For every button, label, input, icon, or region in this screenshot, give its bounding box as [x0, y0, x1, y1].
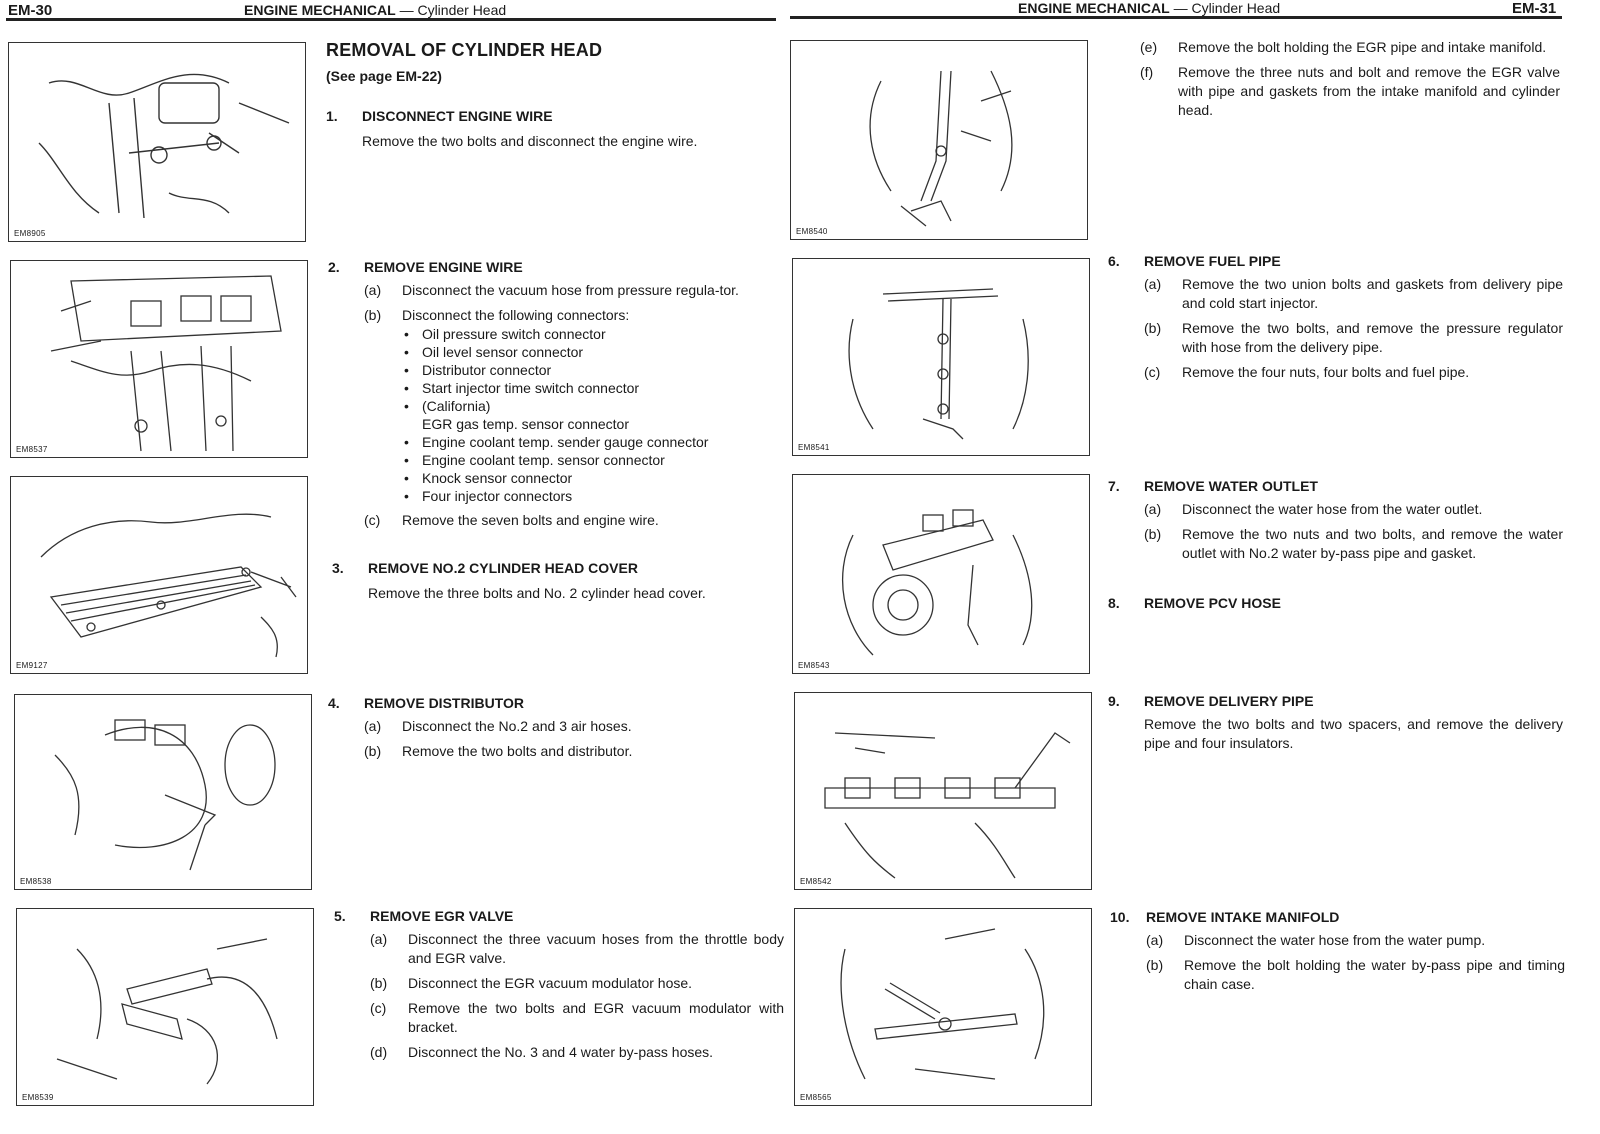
step-item: (f) Remove the three nuts and bolt and remove the EGR valve with pipe and gaskets from the intake manifold and cylinder head. — [1140, 64, 1560, 118]
engine-wire-illustration — [9, 43, 305, 241]
page-header — [1018, 0, 1280, 16]
header-section: ENGINE MECHANICAL — [1018, 0, 1170, 16]
list-item: • Engine coolant temp. sender gauge connector — [402, 433, 780, 451]
step-body — [1144, 500, 1563, 569]
step-number: 10. — [1110, 909, 1130, 925]
page-header — [244, 2, 506, 18]
header-subsection: — Cylinder Head — [399, 2, 507, 18]
figure-caption: EM8539 — [22, 1093, 54, 1102]
list-item: • Oil level sensor connector — [402, 343, 780, 361]
step-body — [1140, 38, 1560, 126]
list-item: • Oil pressure switch connector — [402, 325, 780, 343]
step-item: (d) Disconnect the No. 3 and 4 water by-pass hoses. — [370, 1044, 714, 1060]
step-item: (c) Remove the seven bolts and engine wire. — [364, 512, 659, 528]
figure-caption: EM8543 — [798, 661, 830, 670]
step-title: REMOVE NO.2 CYLINDER HEAD COVER — [368, 560, 638, 576]
egr-pipe-illustration — [791, 41, 1087, 239]
figure-caption: EM8541 — [798, 443, 830, 452]
step-number: 3. — [332, 560, 344, 576]
step-number: 7. — [1108, 478, 1120, 494]
figure-caption: EM8565 — [800, 1093, 832, 1102]
figure-caption: EM8540 — [796, 227, 828, 236]
see-page-reference: (See page EM-22) — [326, 68, 442, 84]
step-item: (b) Disconnect the EGR vacuum modulator hose. — [370, 975, 693, 991]
step-item: (b) Remove the two bolts, and remove the pressure regulator with hose from the delivery pipe. — [1144, 320, 1563, 355]
step-body — [364, 281, 780, 536]
figure-em8565 — [794, 908, 1092, 1106]
header-rule — [6, 18, 776, 21]
header-section: ENGINE MECHANICAL — [244, 2, 396, 18]
step-item: (a) Remove the two union bolts and gaskets from delivery pipe and cold start injector. — [1144, 276, 1563, 311]
step-title: REMOVE DELIVERY PIPE — [1144, 693, 1314, 709]
figure-em8540 — [790, 40, 1088, 240]
step-item: (b) Remove the bolt holding the water by-pass pipe and timing chain case. — [1146, 957, 1565, 992]
header-subsection: — Cylinder Head — [1173, 0, 1281, 16]
figure-caption: EM8538 — [20, 877, 52, 886]
figure-em8905 — [8, 42, 306, 242]
figure-caption: EM8537 — [16, 445, 48, 454]
engine-wire-connectors-illustration — [11, 261, 307, 457]
step-item: (a) Disconnect the three vacuum hoses from the throttle body and EGR valve. — [370, 931, 784, 966]
list-item: • Four injector connectors — [402, 487, 780, 505]
section-title: REMOVAL OF CYLINDER HEAD — [326, 40, 603, 60]
figure-caption: EM8542 — [800, 877, 832, 886]
head-cover-illustration — [11, 477, 307, 673]
connector-list — [364, 325, 780, 505]
step-item: (b) Remove the two bolts and distributor. — [364, 743, 633, 759]
figure-em8538 — [14, 694, 312, 890]
step-number: 1. — [326, 108, 338, 124]
list-item: • (California) — [402, 397, 780, 415]
step-item: (e) Remove the bolt holding the EGR pipe and intake manifold. — [1140, 39, 1547, 55]
figure-caption: EM8905 — [14, 229, 46, 238]
step-item: (c) Remove the four nuts, four bolts and fuel pipe. — [1144, 364, 1470, 380]
step-title: REMOVE WATER OUTLET — [1144, 478, 1318, 494]
figure-em8539 — [16, 908, 314, 1106]
figure-caption: EM9127 — [16, 661, 48, 670]
step-number: 2. — [328, 259, 340, 275]
header-rule — [790, 16, 1562, 19]
step-number: 8. — [1108, 595, 1120, 611]
step-title: REMOVE EGR VALVE — [370, 908, 514, 924]
step-body — [364, 717, 778, 767]
step-number: 5. — [334, 908, 346, 924]
step-text: Remove the two bolts and two spacers, and remove the delivery pipe and four insulators. — [1144, 716, 1563, 751]
list-item: EGR gas temp. sensor connector — [422, 416, 629, 432]
page-number: EM-30 — [8, 2, 53, 19]
step-item: (a) Disconnect the water hose from the water pump. — [1146, 932, 1486, 948]
step-body — [370, 930, 784, 1068]
step-number: 6. — [1108, 253, 1120, 269]
step-title: DISCONNECT ENGINE WIRE — [362, 108, 553, 124]
page-number: EM-31 — [1512, 0, 1557, 17]
step-item: (a) Disconnect the No.2 and 3 air hoses. — [364, 718, 632, 734]
step-item: (b) Remove the two nuts and two bolts, and remove the water outlet with No.2 water by-pass pipe and gasket. — [1144, 526, 1563, 561]
list-item: • Engine coolant temp. sensor connector — [402, 451, 780, 469]
figure-em8543 — [792, 474, 1090, 674]
water-outlet-illustration — [793, 475, 1089, 673]
step-title: REMOVE INTAKE MANIFOLD — [1146, 909, 1340, 925]
step-text: Remove the two bolts and disconnect the engine wire. — [362, 133, 698, 149]
step-title: REMOVE DISTRIBUTOR — [364, 695, 524, 711]
step-number: 9. — [1108, 693, 1120, 709]
step-item: (a) Disconnect the vacuum hose from pressure regula-tor. — [364, 282, 739, 298]
list-item: • Distributor connector — [402, 361, 780, 379]
step-item: (c) Remove the two bolts and EGR vacuum modulator with bracket. — [370, 1000, 784, 1035]
figure-em8537 — [10, 260, 308, 458]
step-item: (a) Disconnect the water hose from the water outlet. — [1144, 501, 1483, 517]
step-number: 4. — [328, 695, 340, 711]
list-item: • Knock sensor connector — [402, 469, 780, 487]
list-item: • Start injector time switch connector — [402, 379, 780, 397]
step-body — [1144, 275, 1563, 388]
figure-em8542 — [794, 692, 1092, 890]
distributor-illustration — [15, 695, 311, 889]
step-item: (b) Disconnect the following connectors: — [364, 307, 630, 323]
step-body — [1146, 931, 1565, 1000]
delivery-pipe-illustration — [795, 693, 1091, 889]
step-title: REMOVE PCV HOSE — [1144, 595, 1281, 611]
figure-em9127 — [10, 476, 308, 674]
egr-valve-illustration — [17, 909, 313, 1105]
step-text: Remove the three bolts and No. 2 cylinder head cover. — [368, 585, 706, 601]
step-title: REMOVE ENGINE WIRE — [364, 259, 523, 275]
step-title: REMOVE FUEL PIPE — [1144, 253, 1281, 269]
fuel-pipe-illustration — [793, 259, 1089, 455]
intake-manifold-illustration — [795, 909, 1091, 1105]
figure-em8541 — [792, 258, 1090, 456]
right-page — [796, 0, 1600, 1134]
